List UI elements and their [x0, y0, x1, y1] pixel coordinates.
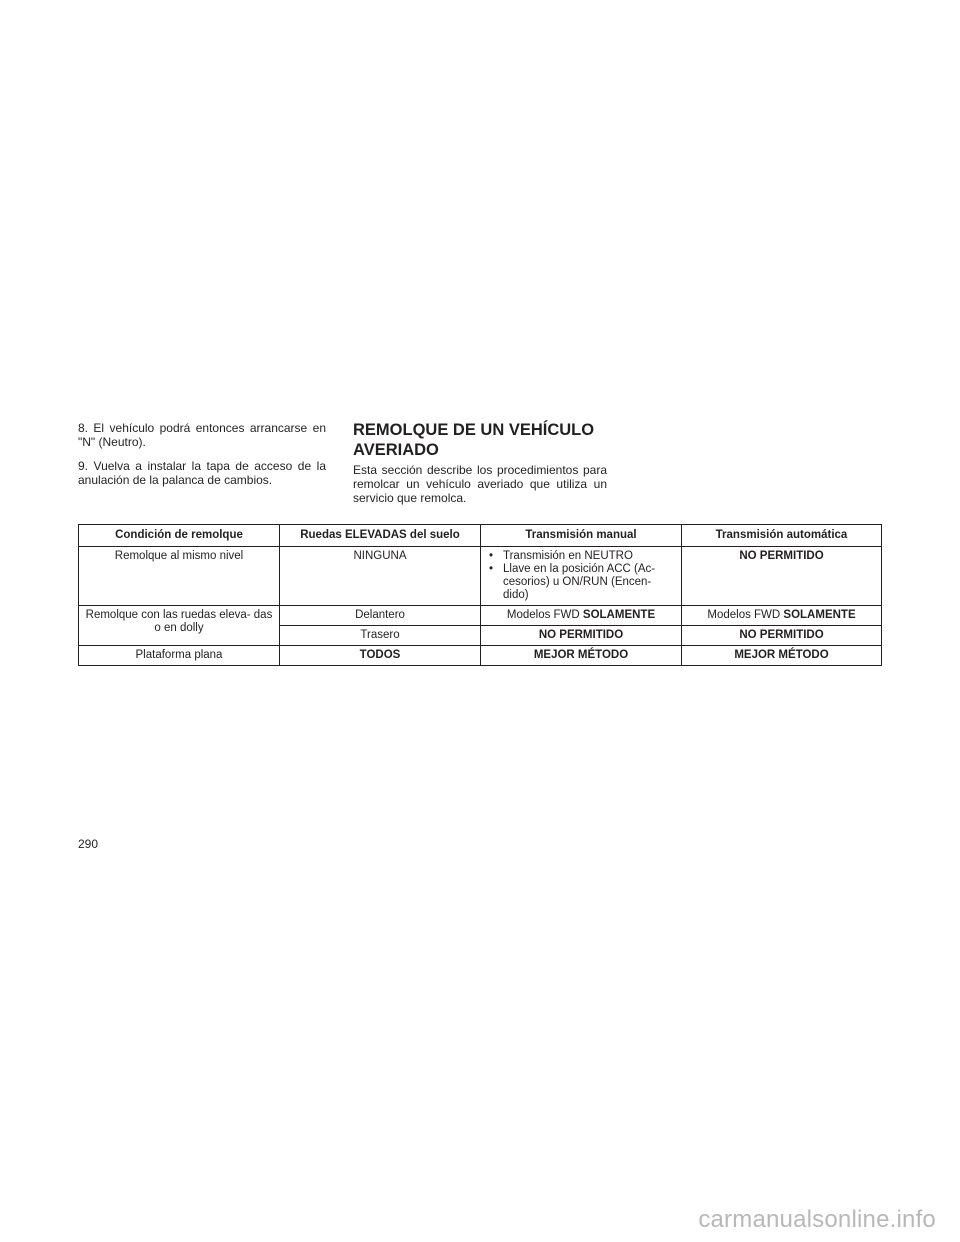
- left-column: [78, 421, 326, 497]
- step-9-paragraph: 9. Vuelva a instalar la tapa de acceso de la anulación de la palanca de cambios.: [78, 459, 326, 487]
- watermark: carmanualsonline.info: [698, 1206, 936, 1233]
- cell-condition-flat: Remolque al mismo nivel: [79, 547, 280, 606]
- header-condition: Condición de remolque: [79, 525, 280, 547]
- cell-automatic-rear: NO PERMITIDO: [682, 626, 882, 646]
- cell-condition-flatbed: Plataforma plana: [79, 646, 280, 666]
- cell-manual-front: Modelos FWD SOLAMENTE: [481, 606, 682, 626]
- section-intro: Esta sección describe los procedimientos para remolcar un vehículo averiado que utiliza un servicio que remolca.: [353, 463, 607, 505]
- cell-automatic-flatbed: MEJOR MÉTODO: [682, 646, 882, 666]
- cell-condition-dolly: Remolque con las ruedas eleva- das o en dolly: [79, 606, 280, 646]
- bullet-icon: •: [489, 550, 494, 562]
- header-automatic: Transmisión automática: [682, 525, 882, 547]
- page-number: 290: [78, 837, 99, 851]
- table-row: [79, 606, 882, 626]
- list-item: • Llave en la posición ACC (Ac- cesorios) u ON/RUN (Encen- dido): [489, 563, 656, 601]
- right-column: [353, 420, 607, 505]
- list-item: • Transmisión en NEUTRO: [489, 550, 633, 562]
- cell-manual-flat: [481, 547, 682, 606]
- cell-wheels-all: TODOS: [280, 646, 481, 666]
- header-wheels: Ruedas ELEVADAS del suelo: [280, 525, 481, 547]
- manual-bullet-list: [487, 550, 675, 602]
- cell-wheels-none: NINGUNA: [280, 547, 481, 606]
- cell-wheels-rear: Trasero: [280, 626, 481, 646]
- cell-manual-flatbed: MEJOR MÉTODO: [481, 646, 682, 666]
- section-heading: [353, 420, 607, 460]
- cell-automatic-flat: NO PERMITIDO: [682, 547, 882, 606]
- cell-automatic-front: Modelos FWD SOLAMENTE: [682, 606, 882, 626]
- section-heading-line1: REMOLQUE DE UN VEHÍCULO: [353, 421, 595, 439]
- section-heading-line2: AVERIADO: [353, 441, 439, 459]
- bullet-icon: •: [489, 563, 494, 575]
- table-row: [79, 646, 882, 666]
- table-header-row: [79, 525, 882, 547]
- header-manual: Transmisión manual: [481, 525, 682, 547]
- towing-table: [78, 524, 882, 666]
- table-row: [79, 547, 882, 606]
- cell-wheels-front: Delantero: [280, 606, 481, 626]
- cell-manual-rear: NO PERMITIDO: [481, 626, 682, 646]
- step-8-paragraph: 8. El vehículo podrá entonces arrancarse en "N" (Neutro).: [78, 421, 326, 449]
